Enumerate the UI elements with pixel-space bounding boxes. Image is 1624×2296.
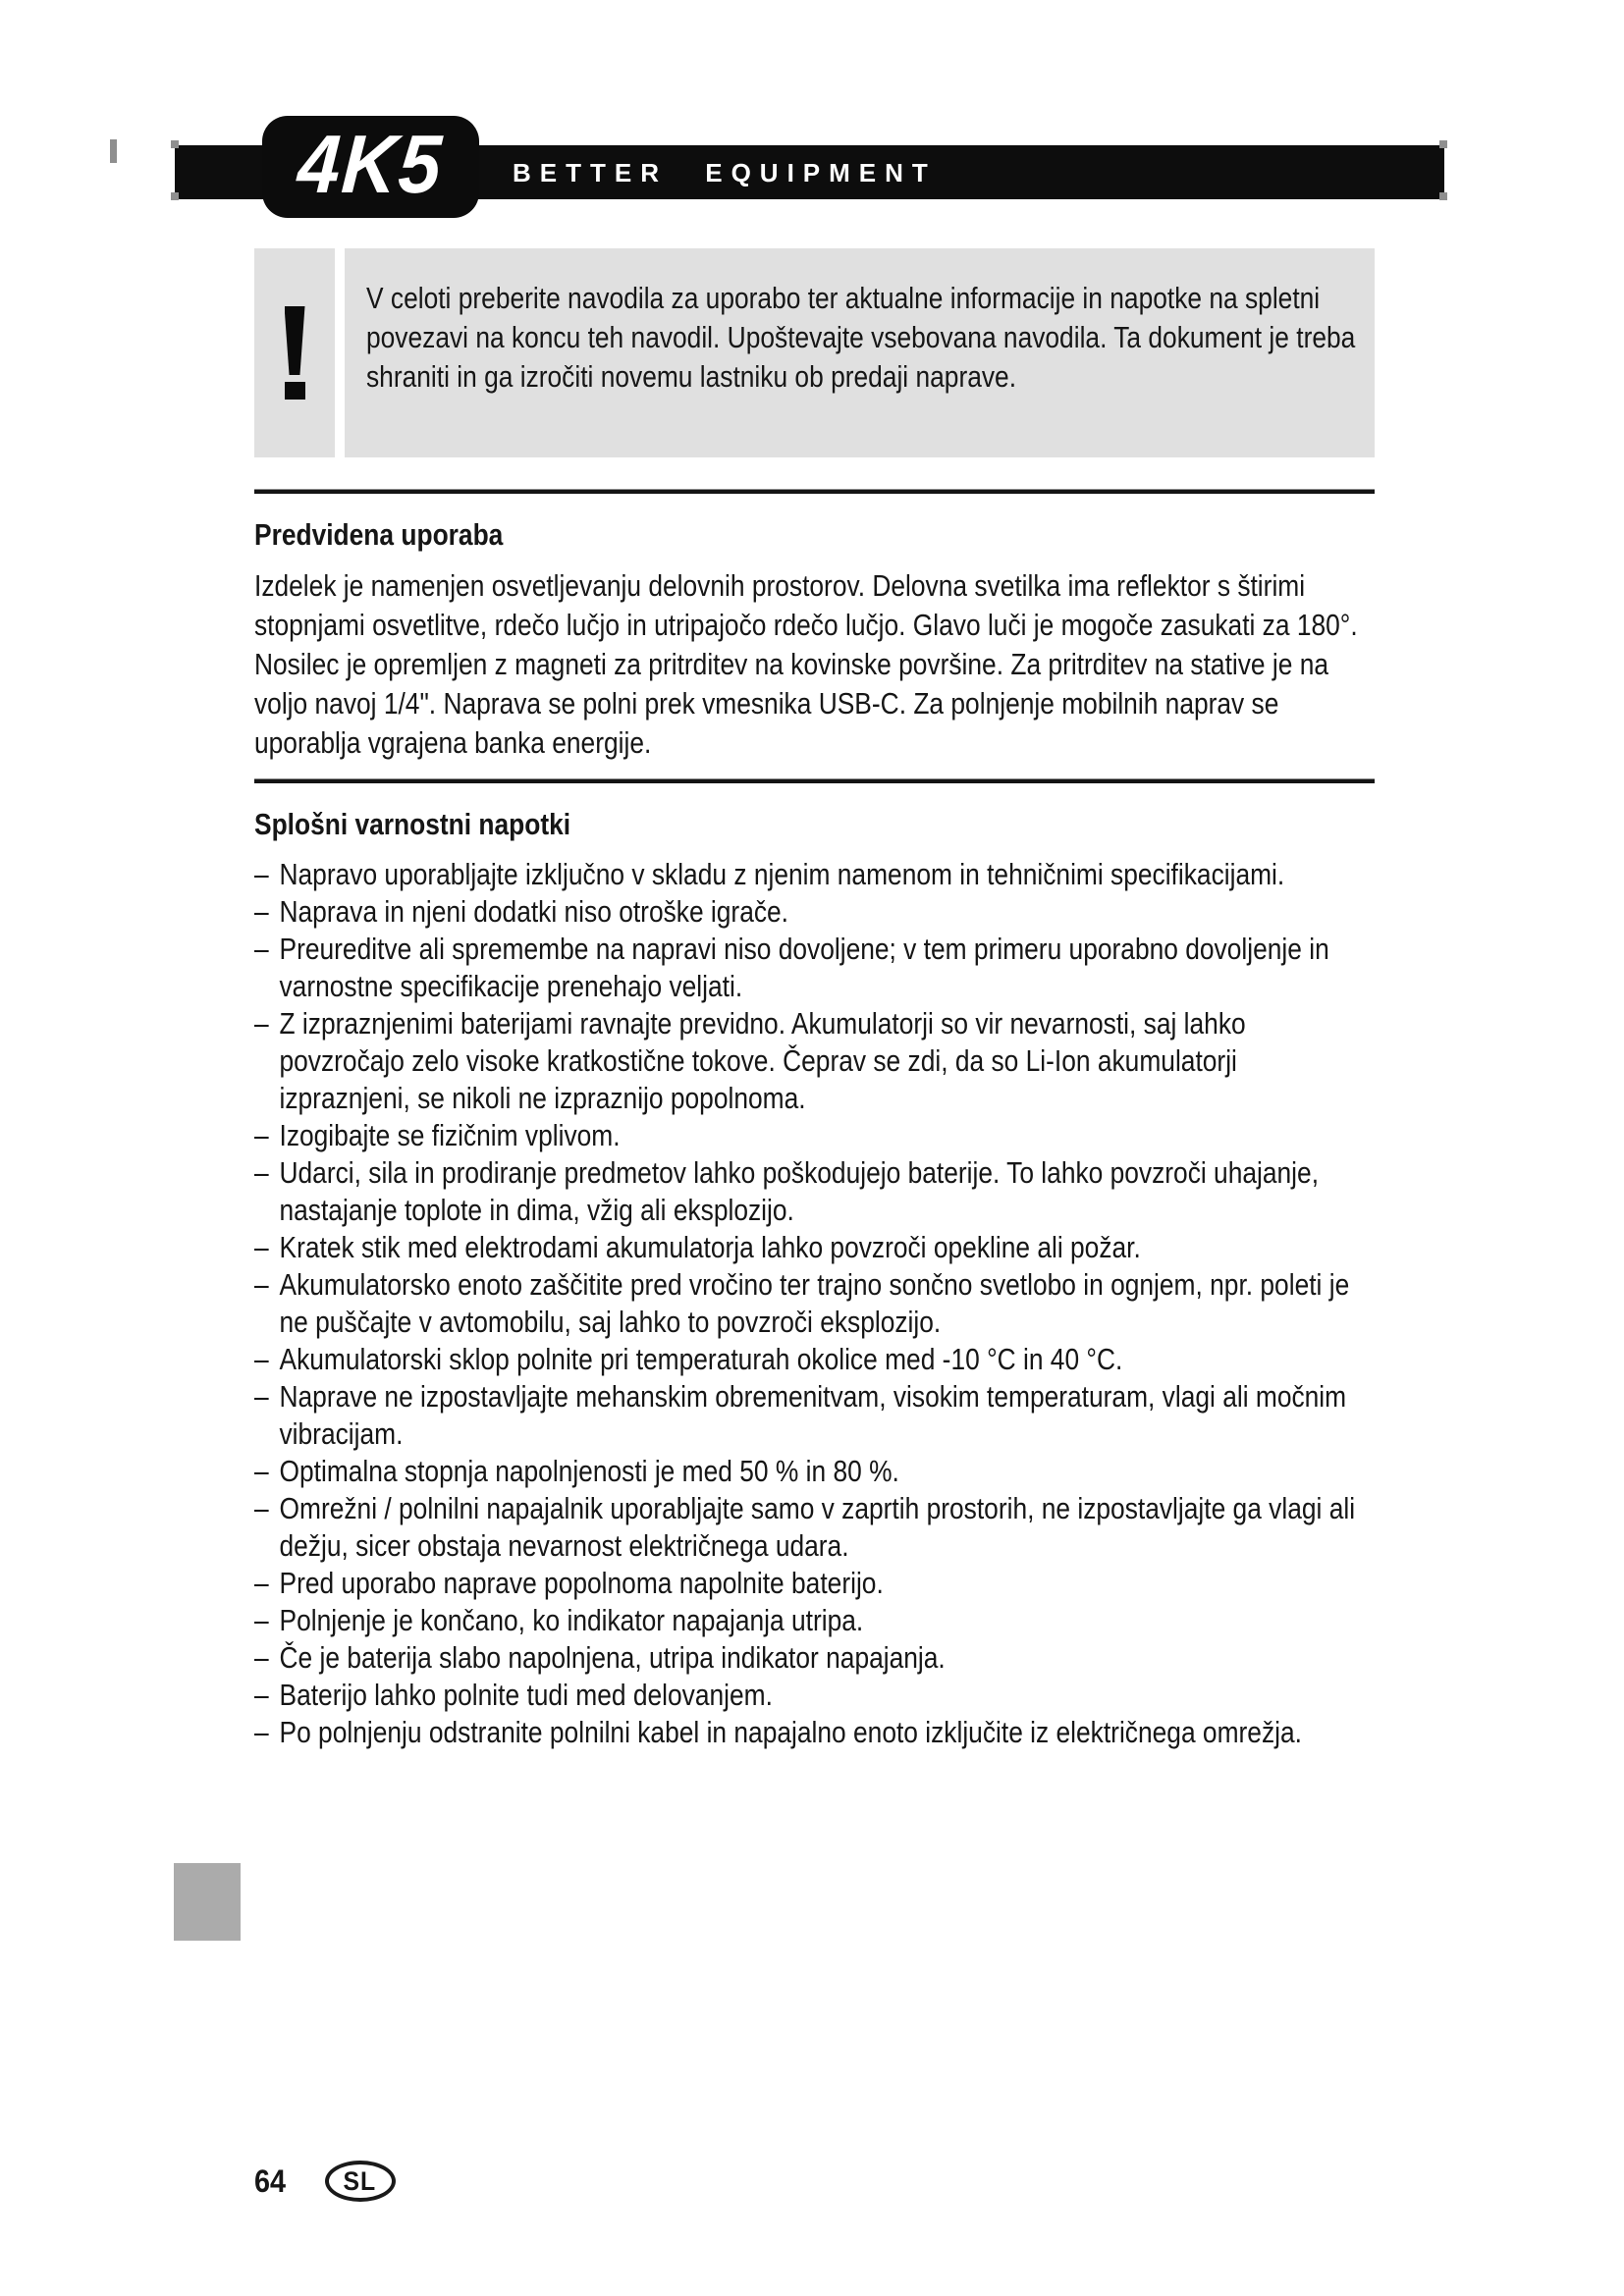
safety-list-item-text: Optimalna stopnja napolnjenosti je med 50 % in 80 %. xyxy=(279,1454,899,1488)
bullet-dash: – xyxy=(254,1155,269,1190)
brand-logo-text: 4K5 xyxy=(296,118,447,210)
safety-list xyxy=(254,856,1375,1751)
bullet-dash: – xyxy=(254,1640,269,1675)
safety-list-item xyxy=(254,1154,1375,1229)
safety-list-item xyxy=(254,931,1375,1005)
language-badge-label: SL xyxy=(343,2165,377,2196)
warning-text: V celoti preberite navodila za uporabo ter aktualne informacije in napotke na spletni povezavi na koncu teh navodil. Upoštevajte vsebovana navodila. Ta dokument je treba shraniti in ga izročiti novemu lastniku ob predaji naprave. xyxy=(366,281,1356,394)
safety-list-item xyxy=(254,1677,1375,1714)
section-divider xyxy=(254,778,1375,783)
safety-list-item-text: Napravo uporabljajte izključno v skladu z njenim namenom in tehničnimi specifikacijami. xyxy=(279,857,1285,891)
safety-list-item-text: Akumulatorsko enoto zaščitite pred vročino ter trajno sončno svetlobo in ognjem, npr. poleti je ne puščajte v avtomobilu, saj lahko to povzroči eksplozijo. xyxy=(279,1267,1350,1339)
bullet-dash: – xyxy=(254,1118,269,1152)
safety-list-item xyxy=(254,1341,1375,1378)
bullet-dash: – xyxy=(254,857,269,891)
safety-list-item xyxy=(254,1714,1375,1751)
safety-list-item-text: Naprave ne izpostavljajte mehanskim obremenitvam, visokim temperaturam, vlagi ali močnim vibracijam. xyxy=(279,1379,1347,1451)
brand-tagline: BETTER EQUIPMENT xyxy=(513,158,937,187)
safety-list-item-text: Udarci, sila in prodiranje predmetov lahko poškodujejo baterije. To lahko povzroči uhajanje, nastajanje toplote in dima, vžig ali eksplozijo. xyxy=(279,1155,1320,1227)
bullet-dash: – xyxy=(254,1566,269,1600)
bullet-dash: – xyxy=(254,1379,269,1414)
bullet-dash: – xyxy=(254,932,269,966)
section-title-intended-use: Predvidena uporaba xyxy=(254,517,504,552)
registration-mark xyxy=(1439,192,1447,200)
bullet-dash: – xyxy=(254,1678,269,1712)
safety-list-item xyxy=(254,1453,1375,1490)
bullet-dash: – xyxy=(254,1491,269,1525)
registration-mark xyxy=(171,140,179,148)
safety-list-item-text: Z izpraznjenimi baterijami ravnajte previdno. Akumulatorji so vir nevarnosti, saj lahko povzročajo zelo visoke kratkostične tokove. Čeprav se zdi, da so Li-Ion akumulatorji izpraznjeni, se nikoli ne izpraznijo popolnoma. xyxy=(279,1006,1246,1115)
safety-list-item xyxy=(254,893,1375,931)
safety-list-item xyxy=(254,1117,1375,1154)
bullet-dash: – xyxy=(254,1454,269,1488)
safety-list-item-text: Omrežni / polnilni napajalnik uporabljajte samo v zaprtih prostorih, ne izpostavljajte ga vlagi ali dežju, sicer obstaja nevarnost električnega udara. xyxy=(279,1491,1356,1563)
safety-list-item-text: Po polnjenju odstranite polnilni kabel in napajalno enoto izključite iz električnega omrežja. xyxy=(279,1715,1302,1749)
bullet-dash: – xyxy=(254,1603,269,1637)
bullet-dash: – xyxy=(254,1230,269,1264)
bullet-dash: – xyxy=(254,1267,269,1302)
safety-list-item-text: Polnjenje je končano, ko indikator napajanja utripa. xyxy=(279,1603,864,1637)
bullet-dash: – xyxy=(254,1715,269,1749)
page-number: 64 xyxy=(254,2163,287,2199)
registration-mark xyxy=(171,192,179,200)
brand-logo xyxy=(262,116,479,218)
safety-list-item xyxy=(254,1602,1375,1639)
safety-list-item-text: Če je baterija slabo napolnjena, utripa indikator napajanja. xyxy=(279,1640,946,1675)
language-badge xyxy=(325,2161,396,2202)
safety-list-item xyxy=(254,856,1375,893)
safety-list-item-text: Kratek stik med elektrodami akumulatorja lahko povzroči opekline ali požar. xyxy=(279,1230,1141,1264)
section-body-intended-use: Izdelek je namenjen osvetljevanju delovnih prostorov. Delovna svetilka ima reflektor s štirimi stopnjami osvetlitve, rdečo lučjo in utripajočo rdečo lučjo. Glavo luči je mogoče zasukati za 180°. Nosilec je opremljen z magneti za pritrditev na kovinske površine. Za pritrditev na stative je na voljo navoj 1/4". Naprava se polni prek vmesnika USB-C. Za polnjenje mobilnih naprav se uporablja vgrajena banka energije. xyxy=(254,568,1358,760)
safety-list-item-text: Preureditve ali spremembe na napravi niso dovoljene; v tem primeru uporabno dovoljenje in varnostne specifikacije prenehajo veljati. xyxy=(279,932,1329,1003)
safety-list-item xyxy=(254,1266,1375,1341)
safety-list-item xyxy=(254,1565,1375,1602)
bullet-dash: – xyxy=(254,894,269,929)
page-content xyxy=(254,248,1375,1751)
safety-list-item-text: Izogibajte se fizičnim vplivom. xyxy=(279,1118,621,1152)
warning-icon-panel xyxy=(254,248,335,457)
scan-artifact-square xyxy=(174,1863,241,1941)
safety-list-item xyxy=(254,1639,1375,1677)
safety-list-item xyxy=(254,1490,1375,1565)
section-divider xyxy=(254,489,1375,494)
safety-list-item-text: Baterijo lahko polnite tudi med delovanjem. xyxy=(279,1678,773,1712)
section-title-safety: Splošni varnostni napotki xyxy=(254,807,571,841)
safety-list-item xyxy=(254,1229,1375,1266)
bullet-dash: – xyxy=(254,1006,269,1041)
exclamation-icon xyxy=(285,306,305,400)
scan-edge-mark xyxy=(110,139,117,163)
safety-list-item-text: Naprava in njeni dodatki niso otroške igrače. xyxy=(279,894,789,929)
page-footer xyxy=(254,2160,396,2203)
registration-mark xyxy=(1439,140,1447,148)
safety-list-item xyxy=(254,1005,1375,1117)
warning-box xyxy=(254,248,1375,457)
safety-list-item-text: Akumulatorski sklop polnite pri temperaturah okolice med -10 °C in 40 °C. xyxy=(279,1342,1123,1376)
warning-text-panel xyxy=(345,248,1375,457)
safety-list-item-text: Pred uporabo naprave popolnoma napolnite baterijo. xyxy=(279,1566,884,1600)
safety-list-item xyxy=(254,1378,1375,1453)
bullet-dash: – xyxy=(254,1342,269,1376)
